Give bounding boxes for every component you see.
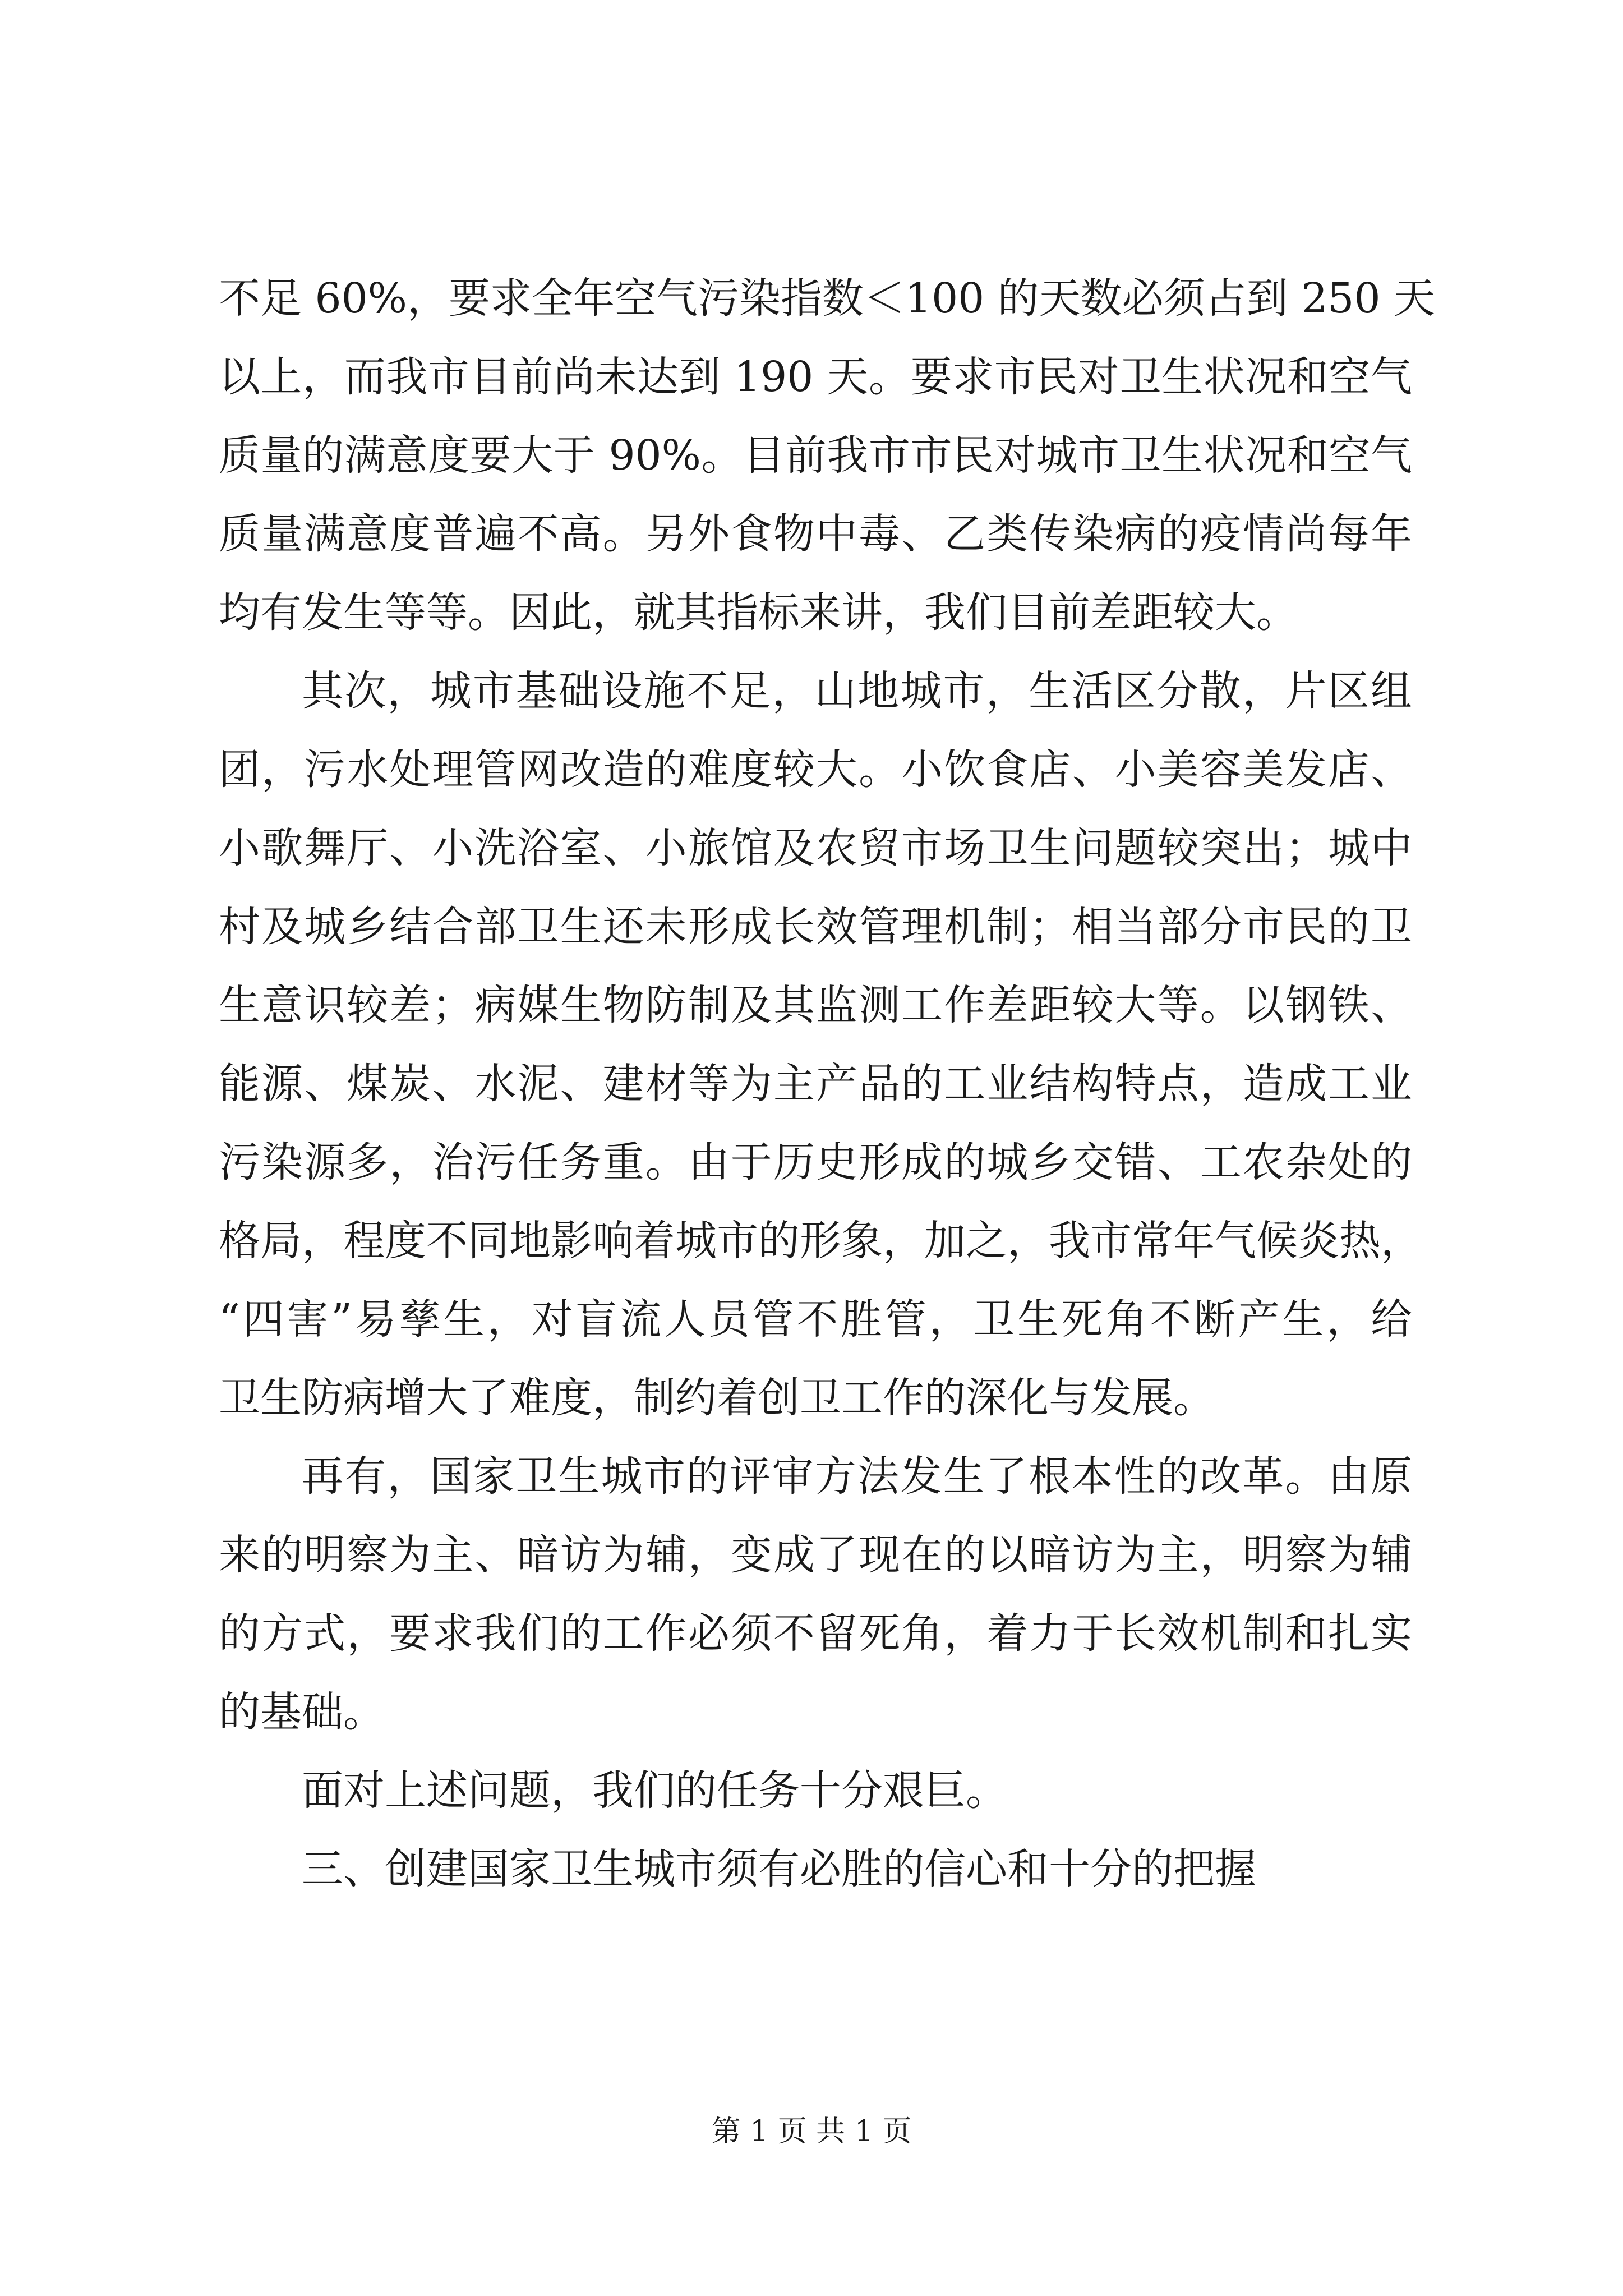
- text-line: 的基础。: [219, 1688, 385, 1736]
- body-text: [219, 259, 1436, 1908]
- text-line: 小歌舞厅、小洗浴室、小旅馆及农贸市场卫生问题较突出；城中: [219, 824, 1412, 872]
- paragraph: [219, 652, 1422, 1437]
- text-line: 均有发生等等。因此，就其指标来讲，我们目前差距较大。: [219, 588, 1298, 637]
- text-line: 来的明察为主、暗访为辅，变成了现在的以暗访为主，明察为辅: [219, 1531, 1412, 1579]
- text-line: 质量满意度普遍不高。另外食物中毒、乙类传染病的疫情尚每年: [219, 510, 1412, 558]
- text-line: 不足 60%，要求全年空气污染指数＜100 的天数必须占到 250 天: [219, 274, 1436, 323]
- paragraph: [219, 259, 1436, 652]
- text-line: 能源、煤炭、水泥、建材等为主产品的工业结构特点，造成工业: [219, 1060, 1412, 1108]
- text-line: 三、创建国家卫生城市须有必胜的信心和十分的把握: [302, 1845, 1256, 1893]
- paragraph: [219, 1830, 1412, 1908]
- text-line: 卫生防病增大了难度，制约着创卫工作的深化与发展。: [219, 1374, 1215, 1422]
- paragraph: [219, 1751, 1412, 1830]
- text-line: 格局，程度不同地影响着城市的形象，加之，我市常年气候炎热，: [219, 1217, 1422, 1265]
- text-line: 的方式，要求我们的工作必须不留死角，着力于长效机制和扎实: [219, 1609, 1412, 1658]
- text-line: 团，污水处理管网改造的难度较大。小饮食店、小美容美发店、: [219, 746, 1412, 794]
- text-line: 再有，国家卫生城市的评审方法发生了根本性的改革。由原: [302, 1452, 1412, 1501]
- text-line: 村及城乡结合部卫生还未形成长效管理机制；相当部分市民的卫: [219, 903, 1412, 951]
- text-line: 生意识较差；病媒生物防制及其监测工作差距较大等。以钢铁、: [219, 981, 1412, 1029]
- page-footer: 第 1 页 共 1 页: [711, 2115, 912, 2148]
- text-line: “四害”易孳生，对盲流人员管不胜管，卫生死角不断产生，给: [219, 1295, 1412, 1343]
- text-line: 其次，城市基础设施不足，山地城市，生活区分散，片区组: [302, 667, 1412, 715]
- text-line: 面对上述问题，我们的任务十分艰巨。: [302, 1766, 1007, 1815]
- text-line: 质量的满意度要大于 90%。目前我市市民对城市卫生状况和空气: [219, 431, 1412, 480]
- text-line: 以上，而我市目前尚未达到 190 天。要求市民对卫生状况和空气: [219, 353, 1412, 401]
- paragraph: [219, 1437, 1412, 1751]
- text-line: 污染源多，治污任务重。由于历史形成的城乡交错、工农杂处的: [219, 1138, 1412, 1186]
